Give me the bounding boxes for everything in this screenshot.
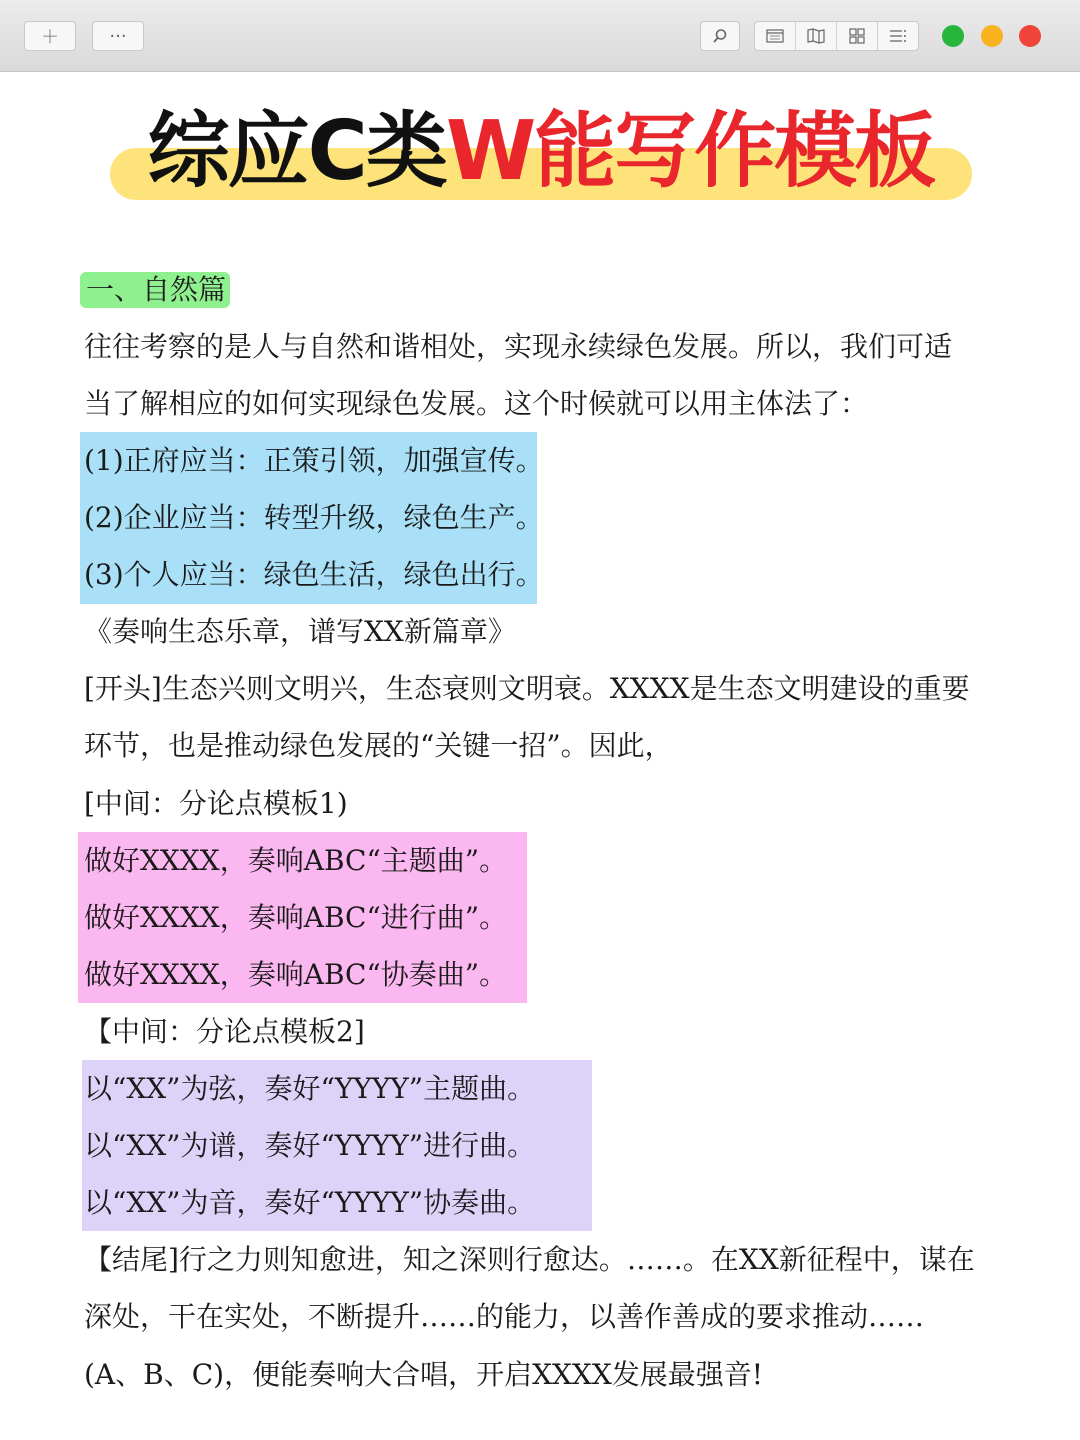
- calendar-view-icon: [766, 29, 784, 43]
- subject-line-3: (3)个人应当：绿色生活，绿色出行。: [84, 558, 544, 591]
- book-view-icon: [807, 28, 825, 44]
- plus-icon: ＋: [41, 27, 59, 48]
- grid-view-button[interactable]: [837, 22, 878, 50]
- intro-line-1: 往往考察的是人与自然和谐相处，实现永续绿色发展。所以，我们可适: [84, 330, 953, 363]
- middle2-line-1: 以“XX”为弦，奏好“YYYY”主题曲。: [84, 1072, 536, 1105]
- middle1-line-2: 做好XXXX，奏响ABC“进行曲”。: [84, 901, 508, 934]
- ending-line-2: 深处，干在实处，不断提升……的能力，以善作善成的要求推动……: [84, 1300, 925, 1333]
- middle1-label: [中间：分论点模板1): [84, 787, 348, 820]
- ellipsis-icon: ···: [109, 25, 127, 47]
- intro-line-2: 当了解相应的如何实现绿色发展。这个时候就可以用主体法了：: [84, 387, 869, 420]
- page-title: [110, 100, 972, 210]
- search-icon: [712, 28, 728, 44]
- essay-title: 《奏响生态乐章，谱写XX新篇章》: [84, 615, 516, 648]
- section-heading: 一、自然篇: [86, 273, 227, 306]
- more-button[interactable]: [92, 21, 144, 51]
- middle1-line-1: 做好XXXX，奏响ABC“主题曲”。: [84, 844, 508, 877]
- middle2-line-2: 以“XX”为谱，奏好“YYYY”进行曲。: [84, 1129, 536, 1162]
- list-view-icon: [889, 29, 907, 43]
- subject-line-1: (1)正府应当：正策引领，加强宣传。: [84, 444, 544, 477]
- toolbar: [0, 0, 1080, 72]
- title-part2: W能写作模板: [445, 104, 935, 199]
- middle2-line-3: 以“XX”为音，奏好“YYYY”协奏曲。: [84, 1186, 536, 1219]
- red-window-dot[interactable]: [1019, 25, 1041, 47]
- middle2-label: 【中间：分论点模板2]: [84, 1015, 365, 1048]
- add-button[interactable]: [24, 21, 76, 51]
- calendar-view-button[interactable]: [755, 22, 796, 50]
- list-view-button[interactable]: [878, 22, 918, 50]
- opening-line-1: [开头]生态兴则文明兴，生态衰则文明衰。XXXX是生态文明建设的重要: [84, 672, 970, 705]
- ending-line-3: (A、B、C)，便能奏响大合唱，开启XXXX发展最强音!: [84, 1358, 764, 1391]
- view-switcher: [754, 21, 919, 51]
- yellow-window-dot[interactable]: [981, 25, 1003, 47]
- grid-view-icon: [849, 28, 865, 44]
- subject-line-2: (2)企业应当：转型升级，绿色生产。: [84, 501, 544, 534]
- title-part1: 综应C类: [147, 104, 446, 199]
- green-window-dot[interactable]: [942, 25, 964, 47]
- opening-line-2: 环节，也是推动绿色发展的“关键一招”。因此，: [84, 729, 673, 762]
- middle1-line-3: 做好XXXX，奏响ABC“协奏曲”。: [84, 958, 508, 991]
- ending-line-1: 【结尾]行之力则知愈进，知之深则行愈达。……。在XX新征程中，谋在: [84, 1243, 975, 1276]
- book-view-button[interactable]: [796, 22, 837, 50]
- search-button[interactable]: [700, 21, 740, 51]
